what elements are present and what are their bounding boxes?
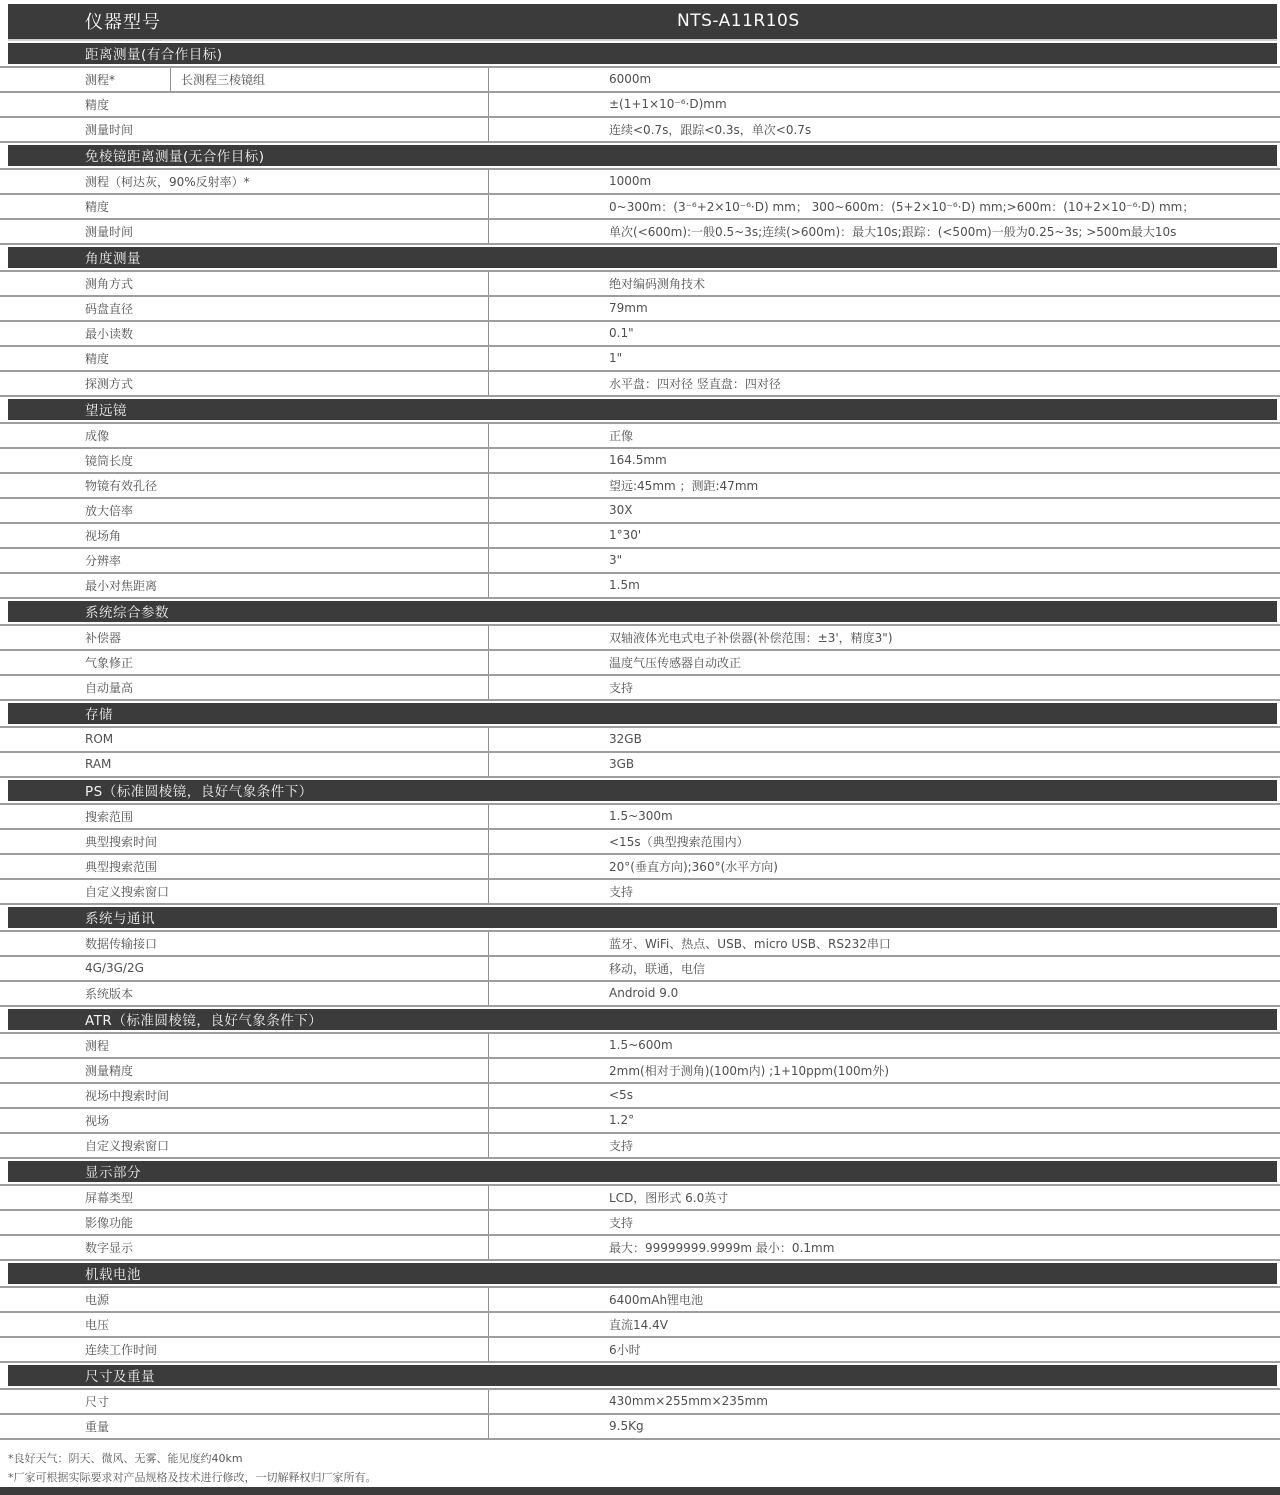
spec-label: 测量时间 [85,224,134,239]
spec-value: 直流14.4V [609,1317,668,1332]
section-title: 系统综合参数 [85,605,169,622]
spec-label-cell [0,93,489,116]
spec-value: 支持 [609,680,634,695]
spec-value: 温度气压传感器自动改正 [609,655,742,670]
spec-value: 连续<0.7s，跟踪<0.3s，单次<0.7s [609,122,812,137]
spec-value: 绝对编码测角技术 [609,276,706,291]
spec-table [0,41,1280,1440]
spec-label: 测程（柯达灰，90%反射率）* [85,174,250,189]
spec-value: 30X [609,503,633,518]
spec-label-cell [0,1390,489,1413]
spec-value: 0~300m：(3⁻⁶+2×10⁻⁶·D) mm； 300~600m：(5+2×10⁻⁶·D) mm;>600m：(10+2×10⁻⁶·D) mm； [609,199,1195,214]
section-title: ATR（标准圆棱镜，良好气象条件下） [85,1013,323,1030]
spec-label-cell [0,932,489,955]
model-header-label: 仪器型号 [85,12,161,34]
spec-label-cell [0,118,489,141]
spec-label-cell [0,1034,489,1057]
spec-label-cell [0,1186,489,1209]
section-header-row [8,1009,1277,1030]
spec-row [0,1211,1280,1236]
spec-label: 测角方式 [85,276,134,291]
spec-value: 3GB [609,757,635,772]
spec-label-cell [0,855,489,878]
spec-label-cell [0,957,489,980]
spec-label-cell [0,830,489,853]
spec-label: 最小对焦距离 [85,578,158,593]
section-title: 机载电池 [85,1267,141,1284]
footnote-weather: *良好天气：阴天、微风、无雾、能见度约40km [8,1451,243,1465]
spec-value: 6400mAh锂电池 [609,1292,704,1307]
spec-label: 系统版本 [85,986,134,1001]
spec-row [0,1313,1280,1338]
spec-value: <5s [609,1088,633,1103]
spec-row [0,651,1280,676]
spec-label: 数字显示 [85,1240,134,1255]
spec-row [0,1134,1280,1159]
spec-row [0,549,1280,574]
spec-value: 望远:45mm ；测距:47mm [609,478,759,493]
spec-row [0,1059,1280,1084]
spec-label-cell [0,626,489,649]
spec-value: 最大：99999999.9999m 最小：0.1mm [609,1240,835,1255]
spec-row [0,855,1280,880]
spec-row [0,499,1280,524]
spec-label-cell [0,424,489,447]
spec-label: 测程* [85,68,171,91]
section-title: PS（标准圆棱镜，良好气象条件下） [85,784,313,801]
section-2 [0,247,1280,272]
model-name: NTS-A11R10S [677,11,800,32]
spec-label-cell [0,68,489,91]
section-title: 显示部分 [85,1165,141,1182]
spec-row [0,1084,1280,1109]
spec-label: 最小读数 [85,326,134,341]
spec-row [0,1186,1280,1211]
spec-row [0,805,1280,830]
spec-label-cell [0,474,489,497]
spec-label: 测量精度 [85,1063,134,1078]
spec-row [0,957,1280,982]
spec-value: ±(1+1×10⁻⁶·D)mm [609,97,727,112]
section-5 [0,703,1280,728]
section-title: 免棱镜距离测量(无合作目标) [85,149,265,166]
spec-label: 搜索范围 [85,809,134,824]
spec-row [0,322,1280,347]
spec-label: 物镜有效孔径 [85,478,158,493]
spec-row [0,574,1280,599]
section-header-row [8,43,1277,64]
spec-row [0,474,1280,499]
section-header-row [8,601,1277,622]
spec-value: 6000m [609,72,652,87]
spec-label: 探测方式 [85,376,134,391]
spec-label-cell [0,322,489,345]
spec-label-cell [0,1084,489,1107]
spec-label-cell [0,272,489,295]
spec-label-cell [0,651,489,674]
spec-value: <15s（典型搜索范围内） [609,834,749,849]
spec-label: 镜筒长度 [85,453,134,468]
section-header-row [8,399,1277,420]
spec-row [0,195,1280,220]
spec-label-cell [0,297,489,320]
spec-row [0,220,1280,245]
section-8 [0,1009,1280,1034]
section-header-row [8,907,1277,928]
spec-label: 尺寸 [85,1394,110,1409]
section-7 [0,907,1280,932]
section-11 [0,1365,1280,1390]
section-title: 系统与通讯 [85,911,155,928]
spec-label: 自定义搜索窗口 [85,1138,170,1153]
spec-label-cell [0,880,489,903]
section-6 [0,780,1280,805]
spec-row [0,982,1280,1007]
spec-label: 视场中搜索时间 [85,1088,170,1103]
spec-label: 精度 [85,97,110,112]
spec-value: 蓝牙、WiFi、热点、USB、micro USB、RS232串口 [609,936,891,951]
spec-label-cell [0,499,489,522]
spec-label: RAM [85,757,112,772]
spec-label: 典型搜索时间 [85,834,158,849]
section-header-row [8,1263,1277,1284]
spec-label-cell [0,676,489,699]
spec-label: 成像 [85,428,110,443]
spec-label-cell [0,449,489,472]
spec-value: 支持 [609,1138,634,1153]
spec-label: 重量 [85,1419,110,1434]
spec-label-cell [0,805,489,828]
spec-label: 视场 [85,1113,110,1128]
spec-row [0,1415,1280,1440]
section-4 [0,601,1280,626]
spec-row [0,753,1280,778]
spec-row [0,118,1280,143]
spec-label-cell [0,728,489,751]
spec-label-cell [0,170,489,193]
spec-label-cell [0,220,489,243]
spec-label: 气象修正 [85,655,134,670]
spec-row [0,728,1280,753]
spec-label-cell [0,549,489,572]
spec-label-cell [0,1338,489,1361]
spec-label: 数据传输接口 [85,936,158,951]
spec-label-cell [0,574,489,597]
spec-value: 1000m [609,174,652,189]
spec-value: 支持 [609,884,634,899]
spec-label: 精度 [85,351,110,366]
spec-label-cell [0,1236,489,1259]
section-header-row [8,1365,1277,1386]
spec-row [0,1034,1280,1059]
spec-value: 水平盘：四对径 竖直盘：四对径 [609,376,781,391]
spec-label-cell [0,1134,489,1157]
spec-row [0,424,1280,449]
section-0 [0,43,1280,68]
spec-row [0,1288,1280,1313]
spec-row [0,297,1280,322]
section-title: 存储 [85,707,113,724]
spec-row [0,1338,1280,1363]
spec-value: 移动，联通，电信 [609,961,706,976]
spec-label: 测量时间 [85,122,134,137]
spec-value: 1.5m [609,578,640,593]
spec-row [0,1390,1280,1415]
spec-row [0,1109,1280,1134]
model-header-bar [8,4,1277,41]
spec-label: 放大倍率 [85,503,134,518]
spec-row [0,932,1280,957]
spec-value: 430mm×255mm×235mm [609,1394,768,1409]
spec-value: 20°(垂直方向);360°(水平方向) [609,859,778,874]
spec-value: 支持 [609,1215,634,1230]
spec-value: 正像 [609,428,634,443]
section-header-row [8,247,1277,268]
spec-label: 分辨率 [85,553,122,568]
section-1 [0,145,1280,170]
spec-label: 精度 [85,199,110,214]
spec-value: 1.5~600m [609,1038,673,1053]
spec-label-cell [0,1211,489,1234]
spec-value: 164.5mm [609,453,667,468]
spec-label: 连续工作时间 [85,1342,158,1357]
spec-value: 1" [609,351,623,366]
spec-label-cell [0,524,489,547]
spec-row [0,347,1280,372]
spec-label-cell [0,195,489,218]
spec-label: 码盘直径 [85,301,134,316]
spec-row [0,449,1280,474]
section-title: 尺寸及重量 [85,1369,155,1386]
spec-row [0,880,1280,905]
spec-label: 自定义搜索窗口 [85,884,170,899]
spec-label: 屏幕类型 [85,1190,134,1205]
spec-value: 9.5Kg [609,1419,644,1434]
spec-label-cell [0,1109,489,1132]
spec-label: 视场角 [85,528,122,543]
spec-row [0,676,1280,701]
spec-value: Android 9.0 [609,986,679,1001]
spec-label: ROM [85,732,114,747]
spec-value: 1°30' [609,528,642,543]
spec-value: 79mm [609,301,648,316]
spec-row [0,170,1280,195]
spec-label-cell [0,1415,489,1438]
footnote-disclaimer: *厂家可根据实际要求对产品规格及技术进行修改，一切解释权归厂家所有。 [8,1471,377,1485]
section-header-row [8,703,1277,724]
spec-row [0,93,1280,118]
section-10 [0,1263,1280,1288]
spec-row [0,524,1280,549]
spec-label: 典型搜索范围 [85,859,158,874]
spec-label: 自动量高 [85,680,134,695]
section-header-row [8,1161,1277,1182]
spec-row [0,372,1280,397]
footnotes [8,1449,1280,1488]
spec-value: 单次(<600m):一般0.5~3s;连续(>600m)：最大10s;跟踪：(<500m)一般为0.25~3s; >500m最大10s [609,224,1177,239]
spec-value: 3" [609,553,623,568]
section-9 [0,1161,1280,1186]
spec-label-cell [0,753,489,776]
spec-label-cell [0,372,489,395]
section-header-row [8,780,1277,801]
spec-value: 1.2° [609,1113,635,1128]
spec-label: 测程 [85,1038,110,1053]
spec-row [0,272,1280,297]
section-3 [0,399,1280,424]
spec-label-cell [0,1313,489,1336]
spec-value: 0.1" [609,326,634,341]
spec-sublabel: 长测程三棱镜组 [181,72,266,87]
spec-label: 补偿器 [85,630,122,645]
spec-row [0,626,1280,651]
spec-label-cell [0,347,489,370]
spec-label: 影像功能 [85,1215,134,1230]
section-title: 角度测量 [85,251,141,268]
spec-label: 4G/3G/2G [85,961,144,976]
spec-row [0,1236,1280,1261]
section-header-row [8,145,1277,166]
bottom-strip [0,1487,1280,1495]
spec-label: 电源 [85,1292,110,1307]
spec-value: 6小时 [609,1342,641,1357]
section-title: 望远镜 [85,403,127,420]
spec-value: 2mm(相对于测角)(100m内) ;1+10ppm(100m外) [609,1063,890,1078]
spec-row [0,830,1280,855]
spec-label-cell [0,1288,489,1311]
spec-label-cell [0,1059,489,1082]
spec-label: 电压 [85,1317,110,1332]
spec-value: LCD，图形式 6.0英寸 [609,1190,729,1205]
section-title: 距离测量(有合作目标) [85,47,223,64]
spec-row [0,68,1280,93]
spec-value: 双轴液体光电式电子补偿器(补偿范围：±3'，精度3") [609,630,893,645]
spec-value: 32GB [609,732,642,747]
spec-label-cell [0,982,489,1005]
spec-value: 1.5~300m [609,809,673,824]
